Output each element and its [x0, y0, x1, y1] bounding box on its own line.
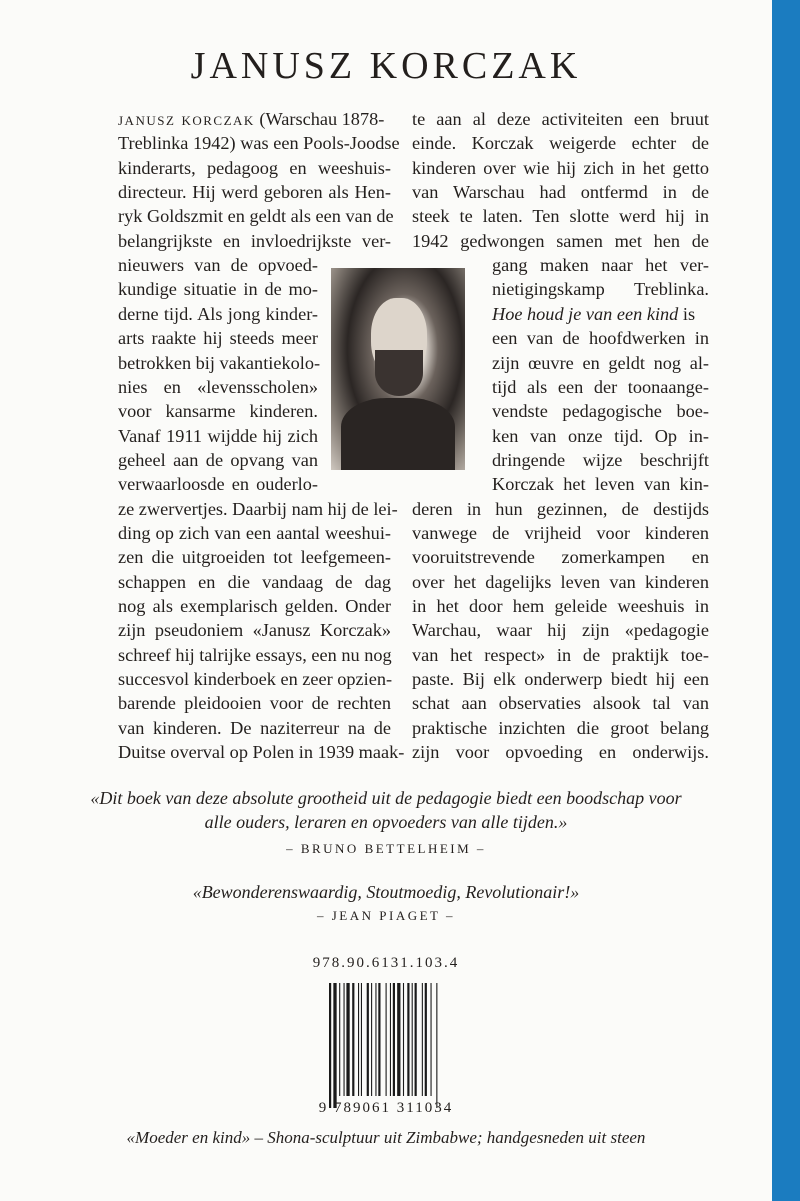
- text-line: [492, 303, 709, 326]
- text-line: Vanaf 1911 wijdde hij zich: [118, 425, 318, 446]
- book-title-italic: Hoe houd je van een kind: [492, 303, 679, 324]
- line-text: is: [678, 303, 696, 324]
- text-line: deren in hun gezinnen, de destijds: [412, 498, 709, 519]
- barcode-bar: [393, 983, 395, 1096]
- text-line: zijn voor opvoeding en onderwijs.: [412, 742, 709, 763]
- text-line: nog als exemplarisch gelden. Onder: [118, 596, 391, 616]
- author-name-smallcaps: janusz korczak: [118, 109, 255, 129]
- barcode-bar: [390, 983, 391, 1096]
- text-line: dringende wijze beschrijft: [492, 449, 709, 470]
- text-line: van kinderen. De naziterreur na de: [118, 717, 391, 738]
- text-line: nies en «levensscholen»: [118, 376, 318, 397]
- text-line: Korczak het leven van kin-: [492, 474, 709, 495]
- text-line: schreef hij talrijke essays, een nu nog: [118, 644, 392, 665]
- text-line: succesvol kinderboek en zeer opzien-: [118, 669, 393, 690]
- text-line: ryk Goldszmit en geldt als een van de: [118, 206, 394, 227]
- barcode-bar: [386, 983, 387, 1096]
- text-line: verwaarloosde en ouderlo-: [118, 474, 318, 495]
- text-line: nietigingskamp Treblinka.: [492, 279, 709, 300]
- barcode-bar: [375, 983, 376, 1096]
- barcode-bar: [358, 983, 359, 1096]
- text-line: van Warschau had ontfermd in de: [412, 182, 709, 203]
- text-line: ze zwervertjes. Daarbij nam hij de lei-: [118, 498, 398, 519]
- text-line: over het dagelijks leven van kinderen: [412, 571, 709, 592]
- text-line: van het respect» in de praktijk toe-: [412, 644, 709, 665]
- text-line: steek te laten. Ten slotte werd hij in: [412, 206, 709, 227]
- text-line: Treblinka 1942) was een Pools-Joodse: [118, 133, 400, 154]
- text-line: zen die uitgroeiden tot leefgemeen-: [118, 547, 391, 568]
- barcode-bar: [378, 983, 380, 1096]
- text-line: schat aan observaties alsook tal van: [412, 693, 709, 714]
- text-line: ken van onze tijd. Op in-: [492, 425, 709, 446]
- text-line: directeur. Hij werd geboren als Hen-: [118, 182, 391, 203]
- text-line: Duitse overval op Polen in 1939 maak-: [118, 742, 405, 763]
- barcode: [327, 983, 467, 1113]
- book-title: JANUSZ KORCZAK: [190, 45, 582, 87]
- text-line: voor kansarme kinderen.: [118, 401, 318, 422]
- cover-caption: «Moeder en kind» – Shona-sculptuur uit Zimbabwe; handgesneden uit steen: [126, 1128, 646, 1147]
- text-line: barende pleidooien voor de rechten: [118, 693, 391, 714]
- text-line: derne tijd. Als jong kinder-: [118, 303, 318, 324]
- barcode-bar: [339, 983, 340, 1096]
- barcode-digits: 9 789061 311034: [318, 1100, 454, 1116]
- text-line: schappen en die vandaag de dag: [118, 571, 391, 592]
- text-line: tijd als een der toonaange-: [492, 376, 709, 397]
- text-line: ding op zich van een aantal weeshui-: [118, 522, 391, 543]
- text-line: [118, 108, 391, 131]
- barcode-bar: [397, 983, 400, 1096]
- text-line: arts raakte hij steeds meer: [118, 328, 318, 349]
- barcode-bar: [422, 983, 423, 1096]
- barcode-bar: [407, 983, 409, 1096]
- line-text: (Warschau 1878-: [254, 109, 385, 129]
- barcode-bar: [431, 983, 432, 1096]
- text-line: betrokken bij vakantiekolo-: [118, 352, 321, 373]
- barcode-bar: [425, 983, 427, 1096]
- barcode-bar: [436, 983, 437, 1108]
- barcode-bar: [367, 983, 369, 1096]
- barcode-bar: [403, 983, 404, 1096]
- text-line: 1942 gedwongen samen met hen de: [412, 230, 709, 251]
- barcode-bar: [346, 983, 349, 1096]
- barcode-bar: [352, 983, 354, 1096]
- text-line: in het door hem geleide weeshuis in: [412, 596, 709, 616]
- spine-color-band: [772, 0, 800, 1201]
- quote-1-line-2: alle ouders, leraren en opvoeders van alle tijden.»: [204, 812, 568, 832]
- text-line: geheel aan de opvang van: [118, 449, 318, 470]
- text-line: belangrijkste en invloedrijkste ver-: [118, 230, 391, 251]
- quote-1-author: – BRUNO BETTELHEIM –: [286, 841, 486, 856]
- text-line: nieuwers van de opvoed-: [118, 255, 318, 276]
- barcode-bar: [333, 983, 336, 1108]
- quote-2: «Bewonderenswaardig, Stoutmoedig, Revolutionair!»: [192, 882, 580, 902]
- text-line: praktische inzichten die groot belang: [412, 717, 709, 738]
- author-photo: [331, 268, 465, 470]
- barcode-bar: [371, 983, 372, 1096]
- text-line: vendste pedagogische boe-: [492, 401, 709, 422]
- text-line: een van de hoofdwerken in: [492, 328, 709, 349]
- text-line: te aan al deze activiteiten een bruut: [412, 109, 709, 129]
- quote-1-line-1: «Dit boek van deze absolute grootheid uit de pedagogie biedt een boodschap voor: [90, 788, 682, 808]
- barcode-bar: [412, 983, 413, 1096]
- barcode-bar: [361, 983, 362, 1096]
- text-line: zijn œuvre en geldt nog al-: [492, 352, 709, 373]
- barcode-bar: [344, 983, 345, 1096]
- text-line: vanwege de vrijheid voor kinderen: [412, 522, 709, 543]
- barcode-bar: [415, 983, 417, 1096]
- text-line: zijn pseudoniem «Janusz Korczak»: [118, 620, 391, 641]
- text-line: kundige situatie in de mo-: [118, 279, 318, 300]
- text-line: Warchau, waar hij zijn «pedagogie: [412, 620, 709, 641]
- text-line: paste. Bij elk onderwerp biedt hij een: [412, 669, 709, 690]
- text-line: kinderen over wie hij zich in het getto: [412, 157, 709, 178]
- isbn: 978.90.6131.103.4: [312, 955, 460, 971]
- text-line: kinderarts, pedagoog en weeshuis-: [118, 157, 391, 178]
- barcode-bar: [329, 983, 331, 1108]
- text-line: einde. Korczak weigerde echter de: [412, 133, 709, 154]
- text-line: gang maken naar het ver-: [492, 255, 709, 276]
- text-line: vooruitstrevende zomerkampen en: [412, 547, 709, 568]
- quote-2-author: – JEAN PIAGET –: [316, 908, 455, 923]
